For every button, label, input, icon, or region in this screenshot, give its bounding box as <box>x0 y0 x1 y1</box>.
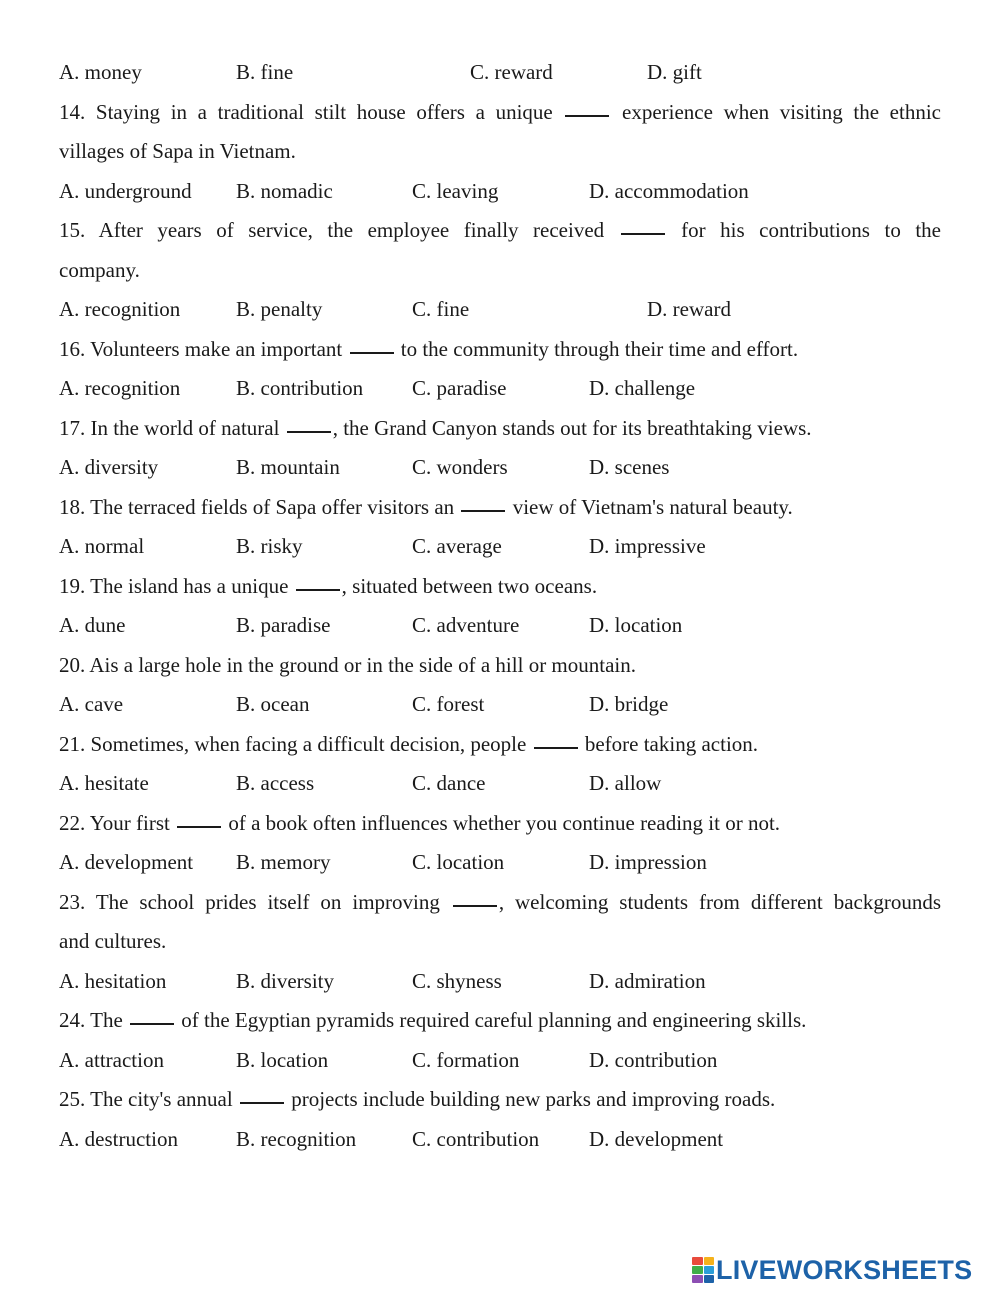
liveworksheets-logo <box>692 1253 972 1287</box>
question-fragment: projects include building new parks and improving roads. <box>285 1087 776 1111</box>
option-d[interactable]: D. admiration <box>589 968 706 993</box>
question-fragment: villages of Sapa in Vietnam. <box>59 139 296 163</box>
option-b[interactable]: B. fine <box>236 60 294 84</box>
option-c[interactable]: C. forest <box>412 692 485 716</box>
option-c[interactable]: C. formation <box>412 1047 520 1072</box>
question-fragment: 15. After years of service, the employee finally received <box>59 218 619 242</box>
question-line <box>59 1087 775 1111</box>
option-d[interactable]: D. scenes <box>589 455 670 479</box>
question-list <box>59 93 941 1160</box>
option-a[interactable]: A. diversity <box>59 455 159 479</box>
question-fragment: company. <box>59 257 140 282</box>
logo-icon-tile <box>704 1257 715 1265</box>
answer-blank[interactable] <box>621 215 665 235</box>
question-fragment: 23. The school prides itself on improving <box>59 889 451 914</box>
option-a[interactable]: A. normal <box>59 534 145 558</box>
logo-text: LIVEWORKSHEETS <box>716 1254 973 1285</box>
question-text <box>59 567 941 607</box>
question-text-continued <box>59 251 941 291</box>
options-row-q21 <box>59 764 941 804</box>
option-d[interactable]: D. impressive <box>589 534 706 558</box>
question-fragment: 19. The island has a unique <box>59 573 294 598</box>
option-d[interactable]: D. development <box>589 1126 724 1151</box>
question-text <box>59 725 941 765</box>
question-line <box>59 211 941 251</box>
question-text <box>59 1001 941 1041</box>
option-c[interactable]: C. average <box>412 534 502 558</box>
question-fragment: to the community through their time and effort. <box>395 336 799 361</box>
option-a[interactable]: A. money <box>59 60 142 84</box>
question-fragment: 21. Sometimes, when facing a difficult decision, people <box>59 731 532 756</box>
options-row-q14 <box>59 172 941 212</box>
option-b[interactable]: B. memory <box>236 850 331 874</box>
option-d[interactable]: D. impression <box>589 850 707 874</box>
option-b[interactable]: B. risky <box>236 534 303 558</box>
question-text <box>59 211 941 251</box>
option-a[interactable]: A. attraction <box>59 1047 164 1072</box>
option-d[interactable]: D. contribution <box>589 1047 718 1072</box>
options-row-q19 <box>59 606 941 646</box>
answer-blank[interactable] <box>461 492 505 512</box>
question-fragment: before taking action. <box>579 731 759 756</box>
option-a[interactable]: A. recognition <box>59 297 181 321</box>
logo-icon-tile <box>704 1266 715 1274</box>
option-a[interactable]: A. destruction <box>59 1126 178 1151</box>
question-line <box>59 139 296 163</box>
options-row-q17 <box>59 448 941 488</box>
question-line <box>59 653 636 677</box>
option-d[interactable]: D. location <box>589 613 683 637</box>
option-a[interactable]: A. cave <box>59 692 124 716</box>
option-b[interactable]: B. diversity <box>236 968 334 993</box>
option-b[interactable]: B. penalty <box>236 297 323 321</box>
question-text-continued <box>59 132 941 172</box>
question-fragment: , situated between two oceans. <box>341 573 598 598</box>
option-b[interactable]: B. access <box>236 771 315 795</box>
options-row-q15 <box>59 290 941 330</box>
option-c[interactable]: C. location <box>412 850 505 874</box>
question-fragment: 17. In the world of natural <box>59 415 285 440</box>
question-fragment: , welcoming students from different backgrounds <box>498 889 941 914</box>
option-a[interactable]: A. underground <box>59 178 192 203</box>
answer-blank[interactable] <box>240 1084 284 1104</box>
question-line <box>59 811 780 835</box>
option-d[interactable]: D. allow <box>589 771 662 795</box>
question-fragment: 16. Volunteers make an important <box>59 336 348 361</box>
option-c[interactable]: C. dance <box>412 771 486 795</box>
option-d[interactable]: D. reward <box>647 297 731 321</box>
question-line <box>59 883 941 923</box>
answer-blank[interactable] <box>453 887 497 907</box>
options-row-q24 <box>59 1041 941 1081</box>
question-fragment: 25. The city's annual <box>59 1087 238 1111</box>
option-b[interactable]: B. contribution <box>236 376 364 400</box>
question-line <box>59 93 941 133</box>
options-row-q16 <box>59 369 941 409</box>
option-b[interactable]: B. ocean <box>236 692 310 716</box>
options-row-q13 <box>59 53 941 93</box>
option-c[interactable]: C. wonders <box>412 455 508 479</box>
answer-blank[interactable] <box>296 571 340 591</box>
answer-blank[interactable] <box>534 729 578 749</box>
question-line <box>59 929 166 953</box>
answer-blank[interactable] <box>565 97 609 117</box>
question-text <box>59 93 941 133</box>
question-fragment: experience when visiting the ethnic <box>611 99 941 124</box>
question-line <box>59 1008 806 1032</box>
question-line <box>59 416 812 440</box>
question-fragment: for his contributions to the <box>666 218 941 242</box>
option-c[interactable]: C. shyness <box>412 968 502 993</box>
option-d[interactable]: D. gift <box>647 60 702 84</box>
question-fragment: 20. Ais a large hole in the ground or in the side of a hill or mountain. <box>59 652 637 677</box>
question-fragment: 18. The terraced fields of Sapa offer visitors an <box>59 494 460 519</box>
option-c[interactable]: C. reward <box>470 60 553 84</box>
answer-blank[interactable] <box>177 808 221 828</box>
options-row-q23 <box>59 962 941 1002</box>
question-line <box>59 337 798 361</box>
option-d[interactable]: D. bridge <box>589 692 669 716</box>
question-fragment: 22. Your first <box>59 810 176 835</box>
options-row-q20 <box>59 685 941 725</box>
option-c[interactable]: C. adventure <box>412 613 520 637</box>
option-b[interactable]: B. recognition <box>236 1126 357 1151</box>
question-line <box>59 495 793 519</box>
option-a[interactable]: A. recognition <box>59 376 181 400</box>
option-c[interactable]: C. fine <box>412 297 470 321</box>
option-a[interactable]: A. hesitate <box>59 771 149 795</box>
liveworksheets-logo-icon <box>692 1257 714 1283</box>
option-b[interactable]: B. nomadic <box>236 178 333 203</box>
option-d[interactable]: D. accommodation <box>589 178 749 203</box>
question-text <box>59 1080 941 1120</box>
question-fragment: , the Grand Canyon stands out for its breathtaking views. <box>332 415 812 440</box>
logo-icon-tile <box>692 1275 703 1283</box>
logo-icon-tile <box>692 1257 703 1265</box>
option-c[interactable]: C. leaving <box>412 178 499 203</box>
question-fragment: of the Egyptian pyramids required careful planning and engineering skills. <box>176 1008 807 1032</box>
question-fragment: and cultures. <box>59 929 167 953</box>
question-line <box>59 258 140 282</box>
question-text <box>59 646 941 686</box>
option-a[interactable]: A. dune <box>59 613 126 637</box>
answer-blank[interactable] <box>130 1005 174 1025</box>
question-line <box>59 732 758 756</box>
options-row-q18 <box>59 527 941 567</box>
option-a[interactable]: A. development <box>59 850 194 874</box>
worksheet-page <box>59 53 941 1159</box>
question-fragment: of a book often influences whether you continue reading it or not. <box>223 810 781 835</box>
question-fragment: 14. Staying in a traditional stilt house offers a unique <box>59 99 564 124</box>
option-b[interactable]: B. location <box>236 1047 329 1072</box>
question-text <box>59 883 941 923</box>
option-c[interactable]: C. contribution <box>412 1126 540 1151</box>
option-b[interactable]: B. paradise <box>236 613 331 637</box>
option-b[interactable]: B. mountain <box>236 455 340 479</box>
question-text <box>59 804 941 844</box>
question-line <box>59 574 597 598</box>
logo-icon-tile <box>692 1266 703 1274</box>
option-d[interactable]: D. challenge <box>589 376 696 400</box>
question-fragment: view of Vietnam's natural beauty. <box>507 494 793 519</box>
answer-blank[interactable] <box>287 413 331 433</box>
question-text <box>59 330 941 370</box>
options-row-q22 <box>59 843 941 883</box>
question-text-continued <box>59 922 941 962</box>
question-text <box>59 409 941 449</box>
option-c[interactable]: C. paradise <box>412 376 507 400</box>
question-fragment: 24. The <box>59 1008 129 1032</box>
options-row-q25 <box>59 1120 941 1160</box>
option-a[interactable]: A. hesitation <box>59 968 167 993</box>
logo-icon-tile <box>704 1275 715 1283</box>
question-text <box>59 488 941 528</box>
answer-blank[interactable] <box>350 334 394 354</box>
